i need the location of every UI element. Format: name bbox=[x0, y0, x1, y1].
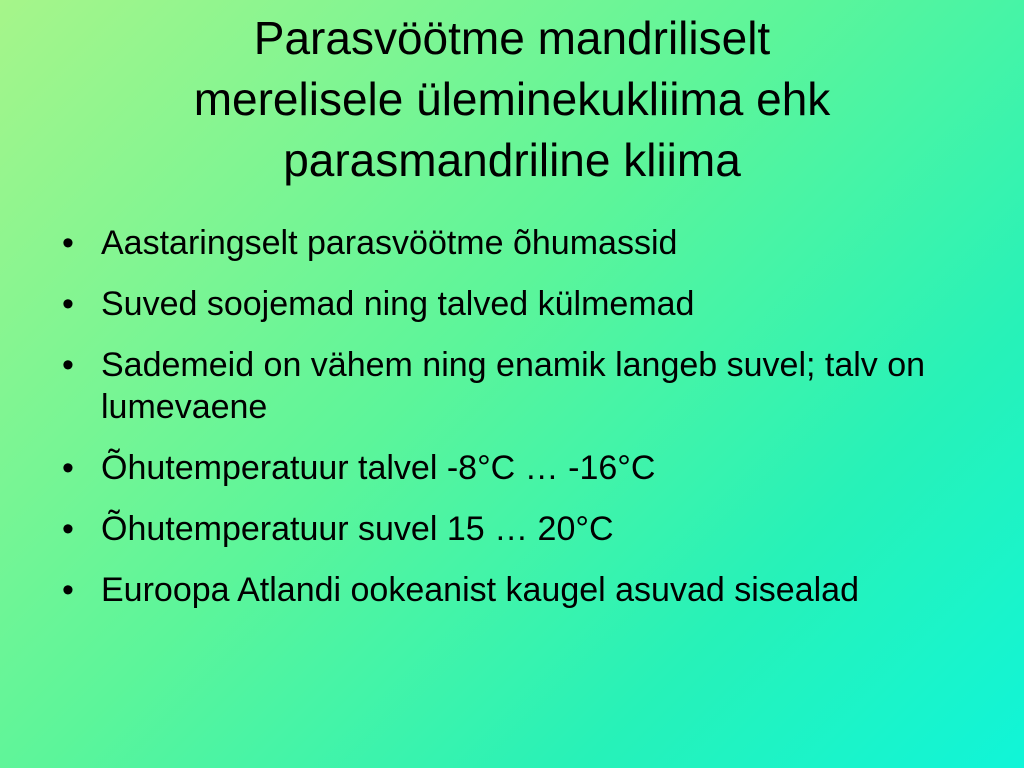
bullet-item bbox=[62, 222, 972, 264]
bullet-dot-icon: • bbox=[62, 285, 74, 323]
bullet-item bbox=[62, 344, 972, 428]
bullet-dot-icon: • bbox=[62, 224, 74, 262]
bullet-text: Õhutemperatuur suvel 15 … 20°C bbox=[101, 510, 614, 548]
bullet-item bbox=[62, 569, 972, 611]
bullet-item bbox=[62, 447, 972, 489]
bullet-dot-icon: • bbox=[62, 510, 74, 548]
bullet-text: Euroopa Atlandi ookeanist kaugel asuvad sisealad bbox=[101, 571, 859, 609]
bullet-text: Sademeid on vähem ning enamik langeb suvel; talv on lumevaene bbox=[101, 346, 926, 426]
slide-title bbox=[60, 8, 964, 191]
bullet-list bbox=[62, 222, 972, 630]
bullet-text: Suved soojemad ning talved külmemad bbox=[101, 285, 695, 323]
title-line: merelisele üleminekukliima ehk bbox=[193, 73, 831, 125]
title-line: parasmandriline kliima bbox=[283, 134, 741, 186]
bullet-text: Aastaringselt parasvöötme õhumassid bbox=[101, 224, 678, 262]
bullet-item bbox=[62, 283, 972, 325]
bullet-text: Õhutemperatuur talvel -8°C … -16°C bbox=[101, 449, 656, 487]
bullet-dot-icon: • bbox=[62, 449, 74, 487]
bullet-dot-icon: • bbox=[62, 346, 74, 384]
title-line: Parasvöötme mandriliselt bbox=[253, 12, 771, 64]
bullet-item bbox=[62, 508, 972, 550]
bullet-dot-icon: • bbox=[62, 571, 74, 609]
